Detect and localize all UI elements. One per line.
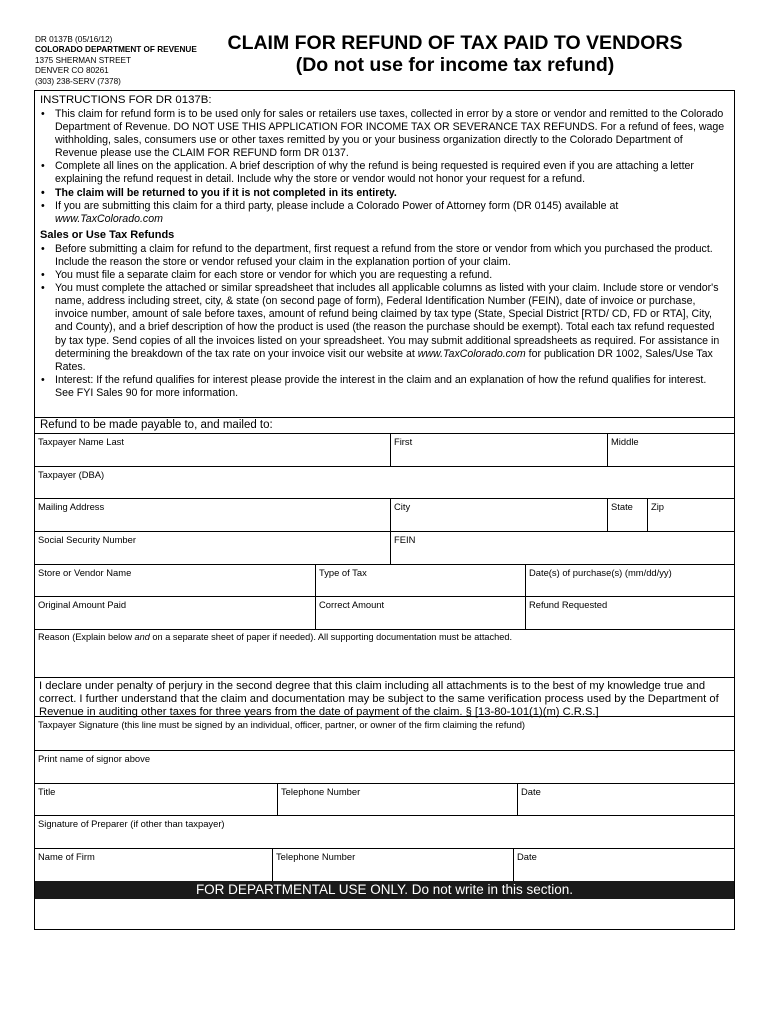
field-label: Taxpayer Name Last bbox=[38, 436, 124, 447]
correct-amount-field[interactable] bbox=[315, 597, 525, 629]
field-label: Zip bbox=[651, 501, 665, 512]
taxcolorado-link[interactable]: www.TaxColorado.com bbox=[55, 212, 163, 225]
field-label: Social Security Number bbox=[38, 534, 136, 545]
field-label: Name of Firm bbox=[38, 851, 95, 862]
field-label: State bbox=[611, 501, 633, 512]
department-name: COLORADO DEPARTMENT OF REVENUE bbox=[35, 45, 197, 55]
field-label: Title bbox=[38, 786, 56, 797]
form-title bbox=[215, 32, 695, 76]
departmental-use-bar: FOR DEPARTMENTAL USE ONLY. Do not write in this section. bbox=[35, 881, 734, 899]
title-line-1: CLAIM FOR REFUND OF TAX PAID TO VENDORS bbox=[227, 32, 683, 54]
dba-field[interactable] bbox=[35, 467, 734, 498]
middle-name-field[interactable] bbox=[607, 434, 734, 466]
field-label: Refund Requested bbox=[529, 599, 608, 610]
instructions-heading: INSTRUCTIONS FOR DR 0137B: bbox=[40, 94, 212, 106]
instructions-list bbox=[35, 108, 734, 226]
instruction-text: for publication DR 1002, Sales/Use Tax Rates. bbox=[55, 347, 713, 373]
field-label: Taxpayer Signature (this line must be signed by an individual, officer, partner, or owner of the firm claiming the refund) bbox=[38, 719, 526, 730]
preparer-signature-field[interactable] bbox=[35, 816, 734, 848]
firm-name-field[interactable] bbox=[35, 849, 272, 881]
row-firm bbox=[35, 848, 734, 881]
payable-heading: Refund to be made payable to, and mailed to: bbox=[35, 417, 734, 433]
instruction-item: • Complete all lines on the application. A brief description of why the refund is being requested is required even if you are attaching a letter explaining the refund request in detail. Include why the store or vendor would not honor your request for a refund. bbox=[40, 160, 728, 186]
row-reason bbox=[35, 629, 734, 677]
field-label: Reason (Explain below bbox=[38, 632, 135, 642]
field-label: Telephone Number bbox=[281, 786, 361, 797]
perjury-declaration: I declare under penalty of perjury in the second degree that this claim including all attachments is to the best of my knowledge true and correct. I further understand that the claim and documentation may be subject to the same verification process used by the Department of Revenue in auditing other taxes for three years from the date of payment of the claim. § [13-80-101(1)(m) C.R.S.] bbox=[35, 677, 734, 719]
instruction-item: • You must file a separate claim for each store or vendor for which you are requesting a refund. bbox=[40, 269, 728, 282]
row-taxpayer-name bbox=[35, 433, 734, 466]
instruction-text: If you are submitting this claim for a third party, please include a Colorado Power of Attorney form (DR 0145) available at bbox=[55, 199, 619, 212]
row-print-name bbox=[35, 750, 734, 783]
first-name-field[interactable] bbox=[390, 434, 607, 466]
row-ssn bbox=[35, 531, 734, 564]
form-number: DR 0137B (05/16/12) bbox=[35, 35, 113, 44]
field-label: Date bbox=[517, 851, 537, 862]
zip-field[interactable] bbox=[647, 499, 734, 531]
title-field[interactable] bbox=[35, 784, 277, 815]
instruction-item: • Before submitting a claim for refund to the department, first request a refund from the store or vendor from which you purchased the product. Include the reason the store or vendor refused your claim in the explanation portion of your claim. bbox=[40, 243, 728, 269]
instructions-section bbox=[35, 91, 734, 400]
instruction-item: • Interest: If the refund qualifies for interest please provide the interest in the claim and an explanation of how the refund qualifies for interest. See FYI Sales 90 for more information. bbox=[40, 374, 728, 400]
form-frame bbox=[34, 90, 735, 930]
field-label: Mailing Address bbox=[38, 501, 105, 512]
field-label: Original Amount Paid bbox=[38, 599, 127, 610]
department-phone: (303) 238-SERV (7378) bbox=[35, 76, 121, 86]
ssn-field[interactable] bbox=[35, 532, 390, 564]
street-address: 1375 SHERMAN STREET bbox=[35, 55, 132, 65]
city-field[interactable] bbox=[390, 499, 607, 531]
field-label: FEIN bbox=[394, 534, 416, 545]
instruction-item: • The claim will be returned to you if it is not completed in its entirety. bbox=[40, 187, 728, 200]
field-label: on a separate sheet of paper if needed). All supporting documentation must be attached. bbox=[149, 632, 512, 642]
sales-use-heading: Sales or Use Tax Refunds bbox=[40, 228, 175, 241]
field-label: Telephone Number bbox=[276, 851, 356, 862]
instruction-item: • This claim for refund form is to be used only for sales or retailers use taxes, collected in error by a store or vendor and remitted to the Colorado Department of Revenue. DO NOT USE THIS APPLICATION FOR INCOME TAX OR SEVERANCE TAX REFUNDS. For a refund of fees, wage withholding, sales, consumers use or other taxes remitted by you or your business organization directly to the Colorado Department of Revenue please use the CLAIM FOR REFUND form DR 0137. bbox=[40, 108, 728, 160]
field-label: First bbox=[394, 436, 413, 447]
row-taxpayer-signature bbox=[35, 716, 734, 750]
field-label: City bbox=[394, 501, 411, 512]
instruction-item bbox=[40, 200, 728, 226]
field-label: Signature of Preparer (if other than taxpayer) bbox=[38, 818, 225, 829]
purchase-dates-field[interactable] bbox=[525, 565, 734, 596]
fein-field[interactable] bbox=[390, 532, 734, 564]
telephone-field[interactable] bbox=[277, 784, 517, 815]
field-label: Type of Tax bbox=[319, 567, 367, 578]
preparer-date-field[interactable] bbox=[513, 849, 734, 881]
field-label: Correct Amount bbox=[319, 599, 385, 610]
row-store bbox=[35, 564, 734, 596]
refund-requested-field[interactable] bbox=[525, 597, 734, 629]
field-label: Print name of signor above bbox=[38, 753, 151, 764]
city-address: DENVER CO 80261 bbox=[35, 66, 109, 76]
sales-use-list bbox=[35, 243, 734, 400]
preparer-telephone-field[interactable] bbox=[272, 849, 513, 881]
mailing-address-field[interactable] bbox=[35, 499, 390, 531]
field-label: Middle bbox=[611, 436, 639, 447]
header-address-block bbox=[35, 35, 197, 87]
instruction-item bbox=[40, 282, 728, 374]
taxcolorado-link[interactable]: www.TaxColorado.com bbox=[417, 347, 526, 360]
store-vendor-field[interactable] bbox=[35, 565, 315, 596]
state-field[interactable] bbox=[607, 499, 647, 531]
date-field[interactable] bbox=[517, 784, 734, 815]
instruction-text: You must complete the attached or similar spreadsheet that includes all applicable columns as listed with your claim. Include store or vendor's name, address including street, city, & state (on second page of form), Federal Identification Number (FEIN), date of invoice or purchase, invoice number, amount of sale before taxes, amount of refund being claimed by tax type (State, Special District [RTD/ CD, FD or RTA], City, and County), and a brief description of how the product is used (the reason the purchase should be exempt). Total each tax refund requested by tax type. Send copies of all the invoices listed on your spreadsheet. You may submit additional spreadsheets as required. For assistance in determining the breakdown of the tax rate on your invoice visit our website at bbox=[55, 282, 720, 360]
taxpayer-last-field[interactable] bbox=[35, 434, 390, 466]
original-amount-field[interactable] bbox=[35, 597, 315, 629]
row-title bbox=[35, 783, 734, 815]
row-amounts bbox=[35, 596, 734, 629]
row-dba bbox=[35, 466, 734, 498]
title-line-2: (Do not use for income tax refund) bbox=[295, 54, 615, 76]
field-label: Date bbox=[521, 786, 541, 797]
field-label: Store or Vendor Name bbox=[38, 567, 132, 578]
field-label: Date(s) of purchase(s) (mm/dd/yy) bbox=[529, 567, 672, 578]
field-label: Taxpayer (DBA) bbox=[38, 469, 105, 480]
taxpayer-signature-field[interactable] bbox=[35, 717, 734, 750]
reason-field[interactable] bbox=[35, 630, 734, 677]
row-preparer-signature bbox=[35, 815, 734, 848]
type-of-tax-field[interactable] bbox=[315, 565, 525, 596]
print-name-field[interactable] bbox=[35, 751, 734, 783]
field-label: and bbox=[134, 632, 150, 642]
row-address bbox=[35, 498, 734, 531]
